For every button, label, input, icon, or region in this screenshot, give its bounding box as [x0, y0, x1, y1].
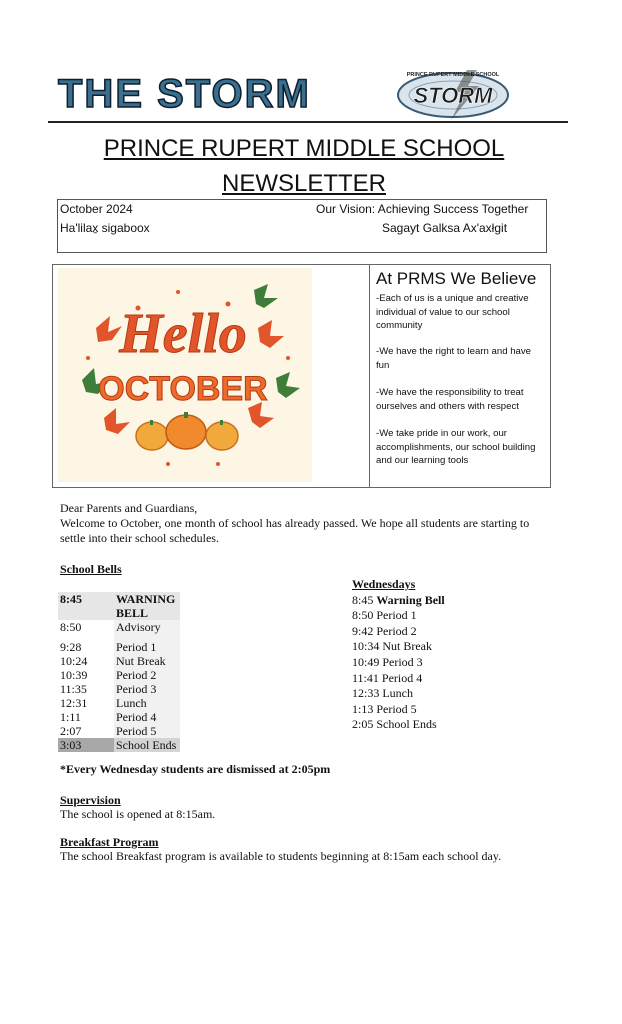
wednesday-row — [352, 593, 445, 609]
bell-time: 8:45 — [60, 592, 82, 606]
school-bells-heading: School Bells — [60, 562, 122, 576]
table-row — [58, 682, 180, 696]
wednesday-warning-label: Warning Bell — [376, 592, 445, 607]
bell-event: Nut Break — [114, 654, 180, 668]
bell-time: 2:07 — [60, 724, 82, 738]
table-row — [58, 738, 180, 752]
table-row — [58, 640, 180, 654]
logo-caption: PRINCE RUPERT MIDDLE SCHOOL — [406, 72, 500, 78]
table-row — [58, 724, 180, 738]
newsletter-title-school: PRINCE RUPERT MIDDLE SCHOOL — [103, 135, 505, 162]
table-row — [58, 654, 180, 668]
bell-event: Advisory — [114, 620, 180, 640]
beliefs-divider — [369, 265, 370, 487]
breakfast-text: The school Breakfast program is available to students beginning at 8:15am each school day. — [60, 849, 502, 863]
wednesdays-heading: Wednesdays — [352, 577, 416, 591]
wednesday-warning-time: 8:45 — [352, 592, 374, 607]
table-row — [58, 592, 180, 620]
bell-time: 8:50 — [60, 620, 82, 634]
belief-item: -We have the responsibility to treat ourselves and others with respect — [376, 387, 524, 412]
bell-time: 9:28 — [60, 640, 82, 654]
wednesday-row: 11:41 Period 4 — [352, 670, 423, 685]
bell-event: WARNING BELL — [116, 592, 176, 620]
header-rule — [48, 121, 568, 123]
wednesday-row: 10:49 Period 3 — [352, 654, 423, 669]
supervision-text: The school is opened at 8:15am. — [60, 807, 216, 821]
bell-event: Period 5 — [114, 724, 180, 738]
vision-native: Sagayt Galksa Ax'axłgit — [382, 221, 508, 235]
image-word-october: OCTOBER — [98, 370, 268, 408]
info-box — [57, 199, 547, 253]
bell-time: 10:24 — [60, 654, 88, 668]
bell-time: 3:03 — [60, 738, 82, 752]
table-row — [58, 668, 180, 682]
wednesday-row: 12:33 Lunch — [352, 686, 413, 701]
image-word-hello: Hello — [119, 303, 247, 365]
bell-event: School Ends — [114, 738, 180, 752]
bell-event: Period 2 — [114, 668, 180, 682]
bell-time: 10:39 — [60, 668, 88, 682]
logo-word: STORM — [413, 83, 493, 108]
breakfast-heading: Breakfast Program — [60, 835, 159, 849]
bell-event: Period 1 — [114, 640, 180, 654]
belief-item: -We take pride in our work, our accomplishments, our school building and our learning tools — [376, 428, 536, 466]
issue-month-native: Ha'lilax̱ sigaboox — [60, 221, 150, 235]
bell-time: 11:35 — [60, 682, 87, 696]
belief-item: -Each of us is a unique and creative individual of value to our school community — [376, 293, 529, 331]
bell-event: Lunch — [114, 696, 180, 710]
newsletter-title: NEWSLETTER — [221, 170, 386, 197]
bell-event: Period 4 — [114, 710, 180, 724]
letter-intro: Welcome to October, one month of school has already passed. We hope all students are starting to settle into their school schedules. — [60, 516, 530, 545]
wednesday-row: 2:05 School Ends — [352, 717, 437, 732]
table-row — [58, 696, 180, 710]
letter-greeting: Dear Parents and Guardians, — [60, 501, 198, 515]
storm-logo — [395, 66, 511, 122]
wednesday-row: 8:50 Period 1 — [352, 608, 417, 623]
belief-item: -We have the right to learn and have fun — [376, 346, 532, 371]
wednesday-note: *Every Wednesday students are dismissed at 2:05pm — [60, 762, 331, 776]
wednesday-schedule — [352, 577, 445, 733]
table-row — [58, 710, 180, 724]
bell-event: Period 3 — [114, 682, 180, 696]
wednesday-row: 9:42 Period 2 — [352, 623, 417, 638]
bell-time: 12:31 — [60, 696, 88, 710]
vision-statement: Our Vision: Achieving Success Together — [316, 202, 529, 216]
hello-october-image — [58, 268, 312, 482]
beliefs-heading: At PRMS We Believe — [376, 269, 537, 288]
issue-month: October 2024 — [60, 202, 133, 216]
wednesday-row: 10:34 Nut Break — [352, 639, 432, 654]
masthead-title: THE STORM — [58, 72, 311, 116]
wednesday-row: 1:13 Period 5 — [352, 701, 417, 716]
bell-schedule-table — [58, 592, 180, 752]
bell-time: 1:11 — [60, 710, 81, 724]
table-row — [58, 620, 180, 640]
supervision-heading: Supervision — [60, 793, 121, 807]
